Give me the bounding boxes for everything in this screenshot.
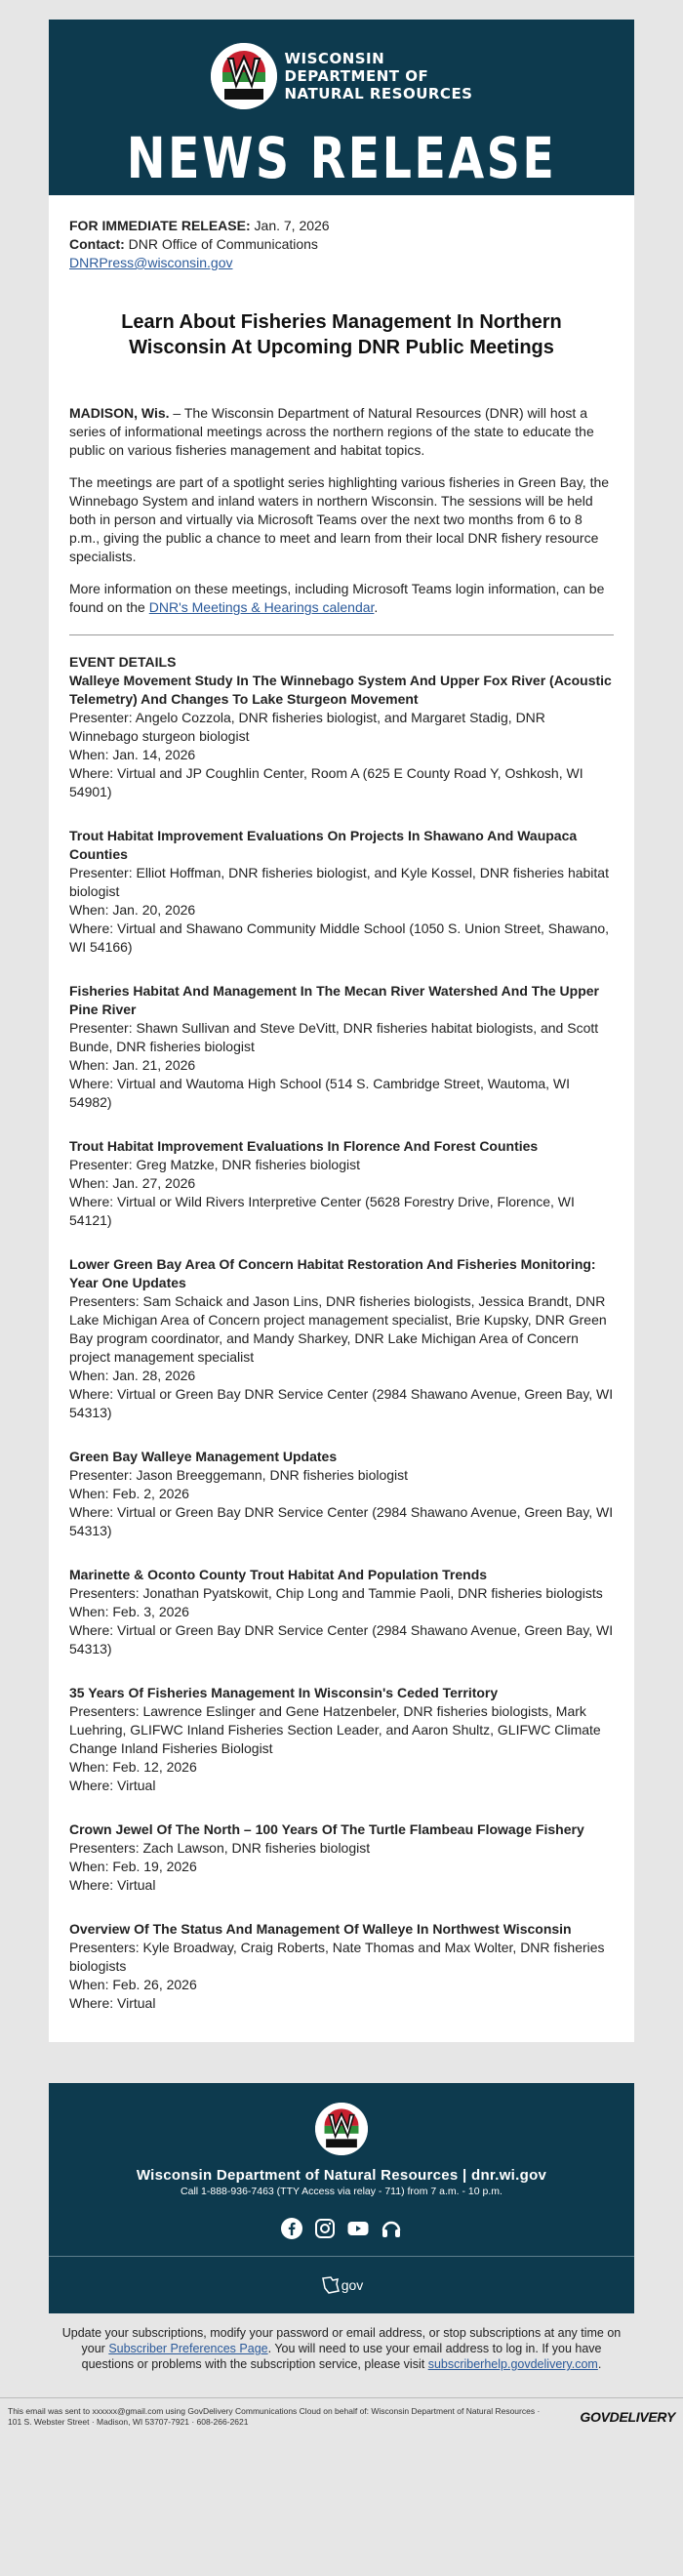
event-when: When: Jan. 27, 2026 [69, 1175, 196, 1191]
dnr-logo-lockup [49, 43, 634, 109]
fineprint: This email was sent to xxxxxx@gmail.com using GovDelivery Communications Cloud on behalf of: Wisconsin Department of Natural Resources · 101 S. Webster Street · Madison, WI 53707-7921 · 608-266-2621 [8, 2406, 541, 2427]
event-item [69, 1448, 614, 1540]
dnr-logo-icon [211, 43, 277, 109]
subs-text-3: . [597, 2357, 602, 2371]
event-item [69, 1920, 614, 2013]
event-where: Where: Virtual or Green Bay DNR Service Center (2984 Shawano Avenue, Green Bay, WI 54313) [69, 1386, 614, 1420]
event-presenter: Presenter: Shawn Sullivan and Steve DeVitt, DNR fisheries habitat biologists, and Scott Bunde, DNR fisheries biologist [69, 1020, 599, 1054]
events-heading: EVENT DETAILS [69, 654, 177, 670]
podcast-icon[interactable] [380, 2217, 403, 2240]
event-title: Fisheries Habitat And Management In The Mecan River Watershed And The Upper Pine River [69, 983, 599, 1017]
event-presenter: Presenters: Kyle Broadway, Craig Roberts, Nate Thomas and Max Wolter, DNR fisheries biologists [69, 1940, 605, 1974]
headline: Learn About Fisheries Management In Northern Wisconsin At Upcoming DNR Public Meetings [121, 311, 562, 358]
release-meta [69, 217, 614, 272]
event-item [69, 1137, 614, 1230]
event-item [69, 827, 614, 957]
org-line-3: NATURAL RESOURCES [284, 85, 473, 102]
org-line-2: DEPARTMENT OF [284, 67, 429, 85]
event-title: Trout Habitat Improvement Evaluations In Florence And Forest Counties [69, 1138, 539, 1154]
event-item [69, 1255, 614, 1422]
wisconsin-state-icon [320, 2274, 342, 2296]
event-title: Walleye Movement Study In The Winnebago System And Upper Fox River (Acoustic Telemetry) And Changes To Lake Sturgeon Movement [69, 673, 612, 707]
event-title: Lower Green Bay Area Of Concern Habitat Restoration And Fisheries Monitoring: Year One Updates [69, 1256, 596, 1290]
event-when: When: Jan. 14, 2026 [69, 747, 196, 762]
event-item [69, 982, 614, 1112]
event-where: Where: Virtual or Wild Rivers Interpretive Center (5628 Forestry Drive, Florence, WI 54121) [69, 1194, 575, 1228]
event-presenter: Presenter: Elliot Hoffman, DNR fisheries biologist, and Kyle Kossel, DNR fisheries habitat biologist [69, 865, 609, 899]
event-when: When: Feb. 19, 2026 [69, 1859, 197, 1874]
release-body [69, 404, 614, 617]
press-email-link[interactable]: DNRPress@wisconsin.gov [69, 255, 233, 270]
event-when: When: Jan. 28, 2026 [69, 1368, 196, 1383]
event-presenter: Presenters: Zach Lawson, DNR fisheries biologist [69, 1840, 371, 1856]
event-presenter: Presenters: Lawrence Eslinger and Gene Hatzenbeler, DNR fisheries biologists, Mark Luehring, GLIFWC Inland Fisheries Section Leader, and Aaron Shultz, GLIFWC Climate Change Inland Fisheries Biologist [69, 1703, 601, 1756]
news-release-title: NEWS RELEASE [126, 125, 557, 191]
event-where: Where: Virtual [69, 1877, 156, 1893]
event-title: Trout Habitat Improvement Evaluations On Projects In Shawano And Waupaca Counties [69, 828, 578, 862]
email-wrapper [49, 0, 634, 2042]
subscription-notice [49, 2313, 634, 2392]
instagram-icon[interactable] [313, 2217, 337, 2240]
subs-text-2: . You will need to use your email address to log in. If you have questions or problems with the subscription service, please visit [81, 2342, 602, 2371]
event-title: Overview Of The Status And Management Of Walleye In Northwest Wisconsin [69, 1921, 572, 1937]
paragraph-3-end: . [374, 599, 379, 615]
release-date: Jan. 7, 2026 [254, 218, 330, 233]
social-links [49, 2217, 634, 2240]
event-title: Marinette & Oconto County Trout Habitat And Population Trends [69, 1567, 488, 1582]
divider [69, 634, 614, 635]
event-item [69, 1820, 614, 1895]
facebook-icon[interactable] [280, 2217, 303, 2240]
subscriber-preferences-link[interactable]: Subscriber Preferences Page [108, 2342, 268, 2355]
event-when: When: Jan. 21, 2026 [69, 1057, 196, 1073]
meetings-calendar-link[interactable]: DNR's Meetings & Hearings calendar [148, 599, 375, 615]
wisconsin-gov-link[interactable] [49, 2257, 634, 2313]
subscriber-help-link[interactable]: subscriberhelp.govdelivery.com [427, 2357, 598, 2371]
event-presenter: Presenters: Jonathan Pyatskowit, Chip Long and Tammie Paoli, DNR fisheries biologists [69, 1585, 603, 1601]
paragraph-2: The meetings are part of a spotlight series highlighting various fisheries in Green Bay, the Winnebago System and inland waters in northern Wisconsin. The sessions will be held both in person and virtually via Microsoft Teams over the next two months from 6 to 8 p.m., giving the public a chance to meet and learn from their local DNR fishery resource specialists. [69, 474, 610, 564]
event-when: When: Feb. 26, 2026 [69, 1977, 197, 1992]
org-line-1: WISCONSIN [284, 50, 385, 67]
dnr-footer-logo-icon [315, 2103, 368, 2155]
event-when: When: Feb. 12, 2026 [69, 1759, 197, 1775]
footer-phone: Call 1-888-936-7463 (TTY Access via relay - 711) from 7 a.m. - 10 p.m. [181, 2186, 502, 2197]
release-body-card [49, 195, 634, 2042]
event-presenter: Presenter: Greg Matzke, DNR fisheries biologist [69, 1157, 360, 1172]
subs-text-1: Update your subscriptions, modify your password or email address, or stop subscriptions at any time on your [61, 2326, 622, 2355]
event-where: Where: Virtual and JP Coughlin Center, Room A (625 E County Road Y, Oshkosh, WI 54901) [69, 765, 583, 799]
event-when: When: Feb. 3, 2026 [69, 1604, 189, 1619]
govdelivery-logo[interactable]: GOVDELIVERY [580, 2409, 675, 2425]
event-where: Where: Virtual [69, 1995, 156, 2011]
gov-label: gov [341, 2277, 364, 2293]
paragraph-3-text: More information on these meetings, including Microsoft Teams login information, can be found on the [69, 581, 605, 615]
event-presenter: Presenter: Angelo Cozzola, DNR fisheries biologist, and Margaret Stadig, DNR Winnebago sturgeon biologist [69, 710, 545, 744]
footer-org-name: Wisconsin Department of Natural Resources | dnr.wi.gov [136, 2167, 547, 2184]
event-item [69, 672, 614, 801]
event-where: Where: Virtual [69, 1778, 156, 1793]
event-item [69, 1684, 614, 1795]
dateline: MADISON, Wis. [69, 405, 170, 421]
event-item [69, 1566, 614, 1658]
release-label: FOR IMMEDIATE RELEASE: [69, 218, 251, 233]
event-presenter: Presenters: Sam Schaick and Jason Lins, DNR fisheries biologists, Jessica Brandt, DNR Lake Michigan Area of Concern project management specialist, Brie Kupsky, DNR Green Bay program coordinator, and Mandy Sharkey, DNR Lake Michigan Area of Concern project management specialist [69, 1293, 607, 1365]
event-when: When: Feb. 2, 2026 [69, 1486, 189, 1501]
contact-value: DNR Office of Communications [128, 236, 318, 252]
event-title: 35 Years Of Fisheries Management In Wisconsin's Ceded Territory [69, 1685, 499, 1700]
events-list [69, 672, 614, 2013]
event-presenter: Presenter: Jason Breeggemann, DNR fisheries biologist [69, 1467, 409, 1483]
event-where: Where: Virtual or Green Bay DNR Service Center (2984 Shawano Avenue, Green Bay, WI 54313) [69, 1622, 614, 1656]
fineprint-bar [0, 2397, 683, 2439]
contact-label: Contact: [69, 236, 125, 252]
event-where: Where: Virtual or Green Bay DNR Service Center (2984 Shawano Avenue, Green Bay, WI 54313) [69, 1504, 614, 1538]
event-where: Where: Virtual and Wautoma High School (514 S. Cambridge Street, Wautoma, WI 54982) [69, 1076, 571, 1110]
event-where: Where: Virtual and Shawano Community Middle School (1050 S. Union Street, Shawano, WI 54166) [69, 920, 610, 955]
event-title: Green Bay Walleye Management Updates [69, 1449, 338, 1464]
news-release-header [49, 20, 634, 195]
footer [49, 2083, 634, 2313]
event-when: When: Jan. 20, 2026 [69, 902, 196, 918]
event-title: Crown Jewel Of The North – 100 Years Of The Turtle Flambeau Flowage Fishery [69, 1821, 584, 1837]
youtube-icon[interactable] [346, 2217, 370, 2240]
paragraph-1: – The Wisconsin Department of Natural Resources (DNR) will host a series of informational meetings across the northern regions of the state to educate the public on various fisheries management and habitat topics. [69, 405, 594, 458]
